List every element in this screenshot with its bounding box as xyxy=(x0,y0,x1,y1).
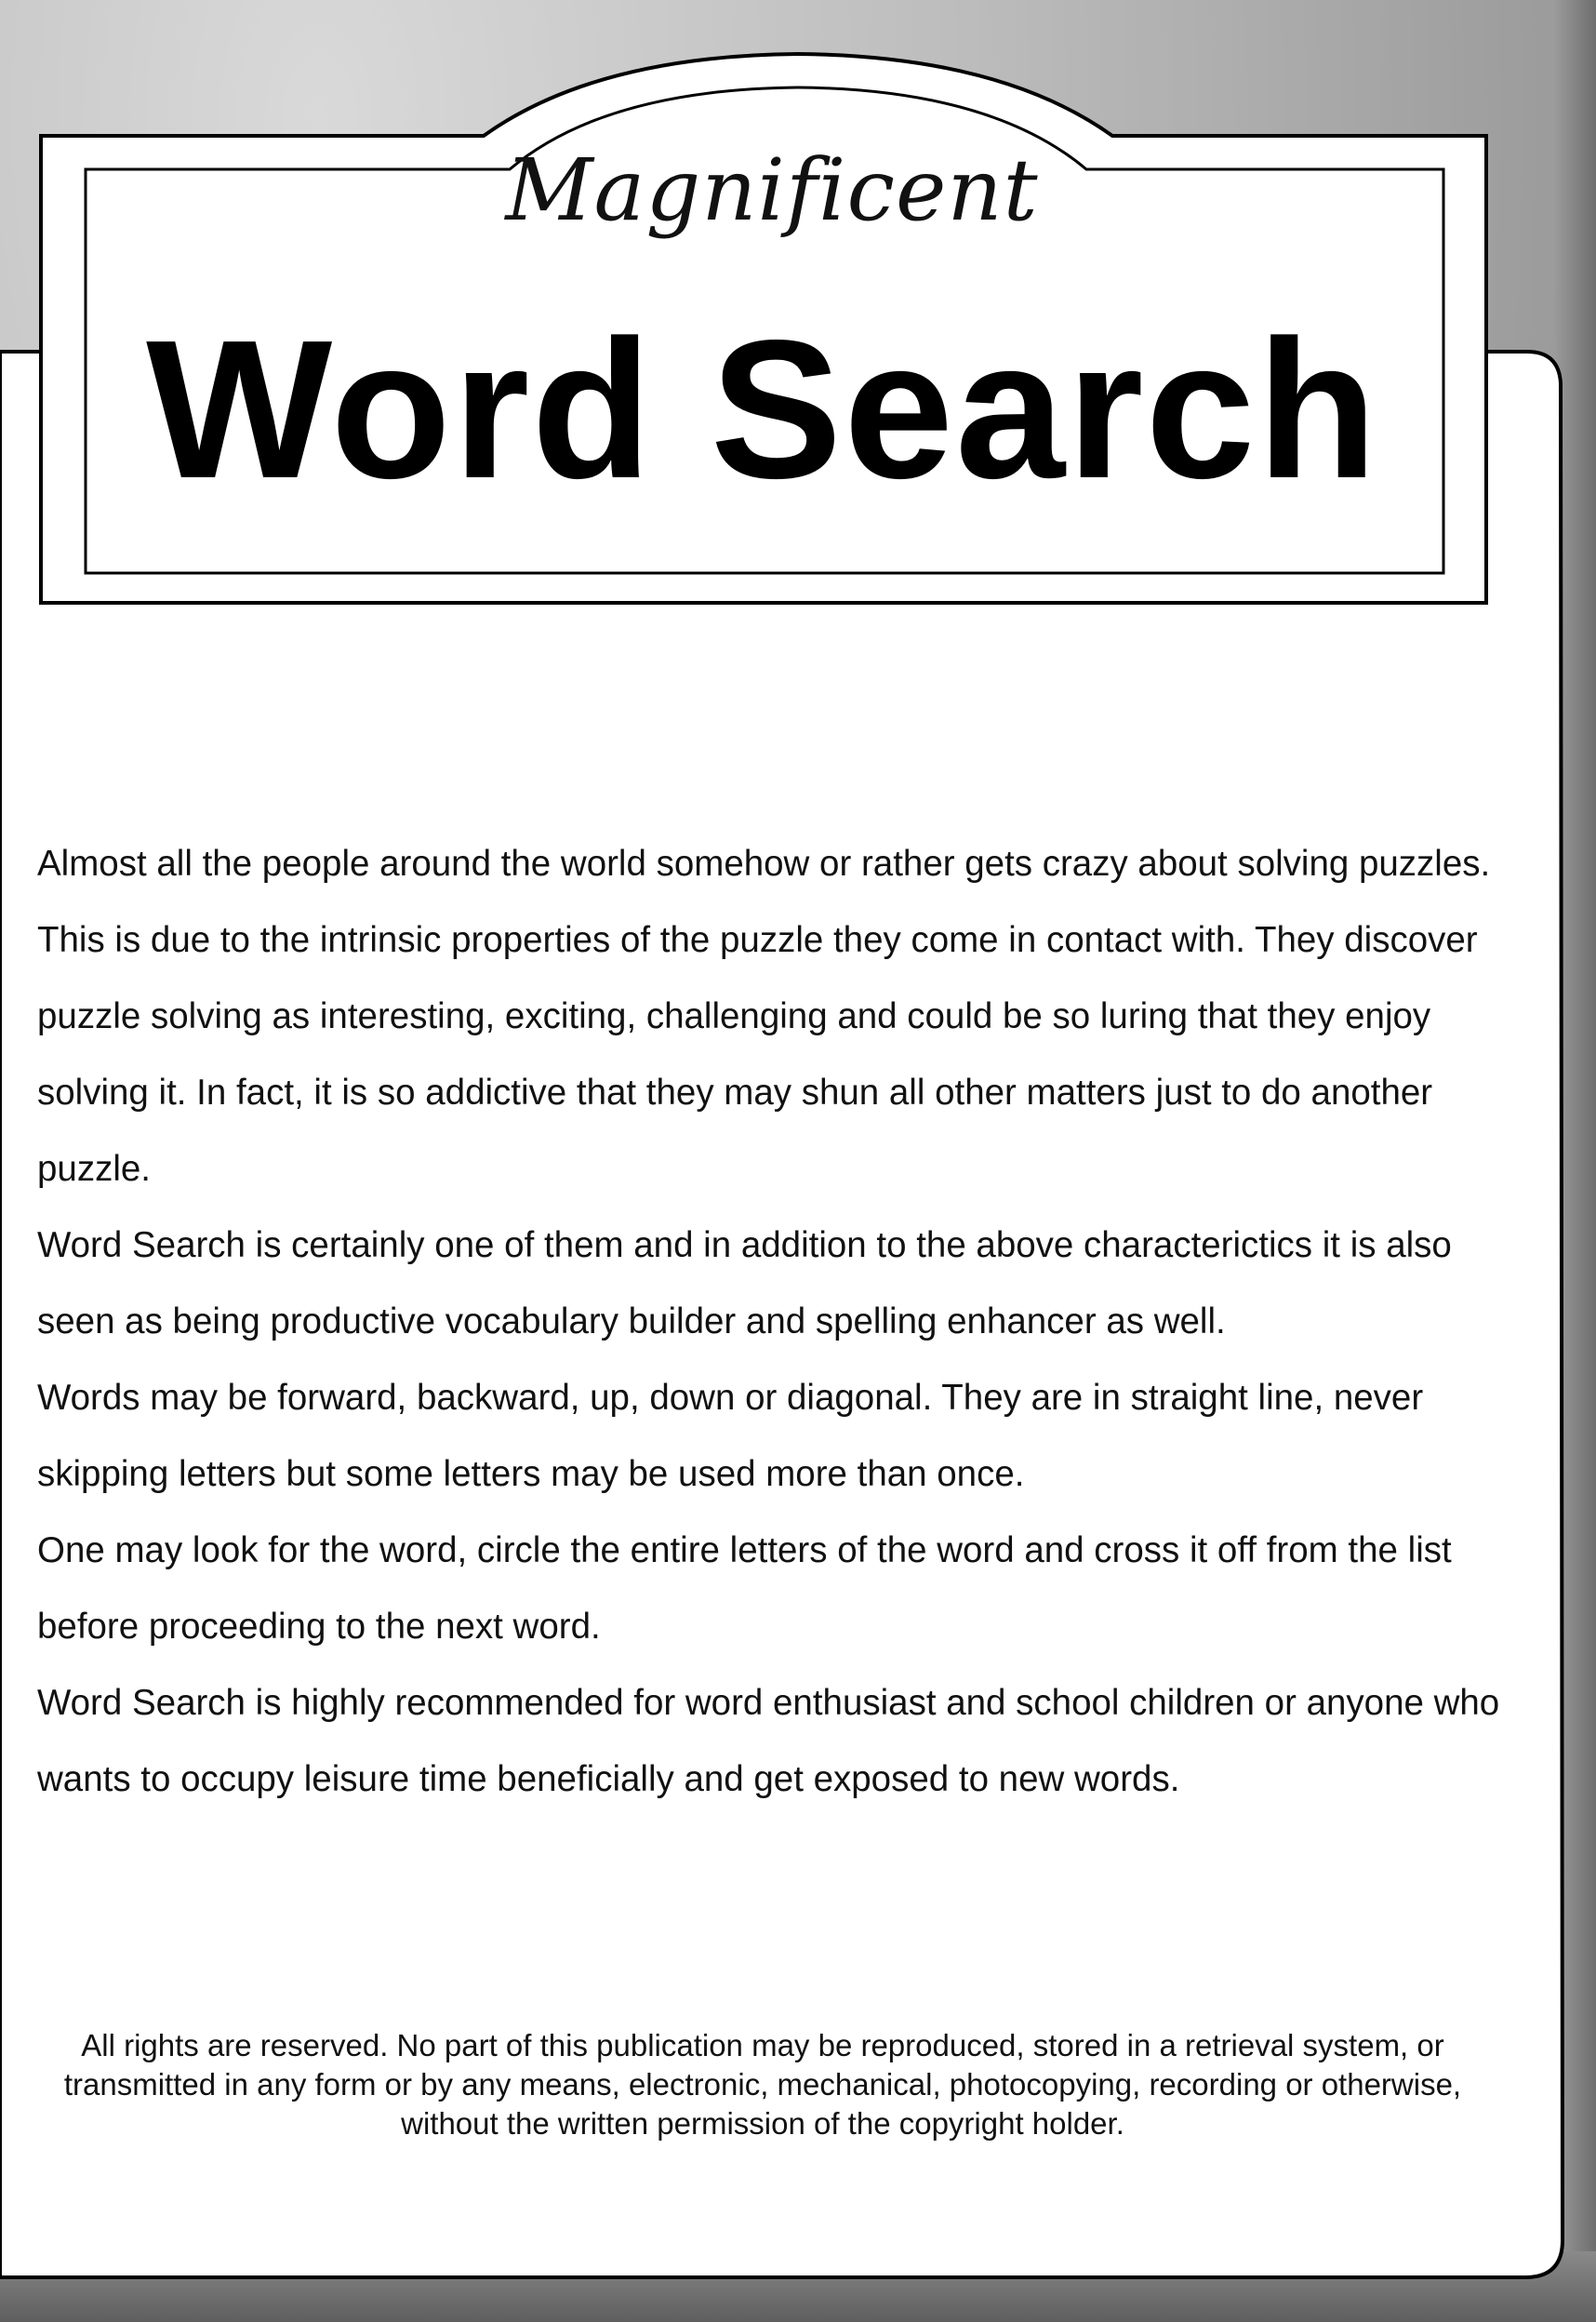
intro-paragraph: One may look for the word, circle the entire letters of the word and cross it off from the list before proceeding to the next word. xyxy=(37,1530,1452,1647)
copyright-notice xyxy=(19,2026,1507,2143)
intro-paragraph: Word Search is certainly one of them and in addition to the above characterictics it is also seen as being productive vocabulary builder and spelling enhancer as well. xyxy=(37,1225,1452,1341)
script-title: Magnificent xyxy=(505,140,1039,240)
intro-text xyxy=(37,826,1502,1818)
main-title: Word Search xyxy=(146,299,1379,519)
intro-paragraph: Almost all the people around the world somehow or rather gets crazy about solving puzzles. This is due to the intrinsic properties of the puzzle they come in contact with. They discover puzzle solving as interesting, exciting, challenging and could be so luring that they enjoy solving it. In fact, it is so addictive that they may shun all other matters just to do another puzzle. xyxy=(37,844,1491,1189)
copyright-line: transmitted in any form or by any means, electronic, mechanical, photocopying, recording or otherwise, xyxy=(63,2067,1462,2102)
copyright-line: without the written permission of the copyright holder. xyxy=(401,2106,1124,2141)
intro-paragraph: Words may be forward, backward, up, down or diagonal. They are in straight line, never skipping letters but some letters may be used more than once. xyxy=(37,1378,1424,1494)
copyright-line: All rights are reserved. No part of this publication may be reproduced, stored in a retrieval system, or xyxy=(81,2028,1444,2062)
intro-paragraph: Word Search is highly recommended for word enthusiast and school children or anyone who wants to occupy leisure time beneficially and get exposed to new words. xyxy=(37,1683,1500,1799)
